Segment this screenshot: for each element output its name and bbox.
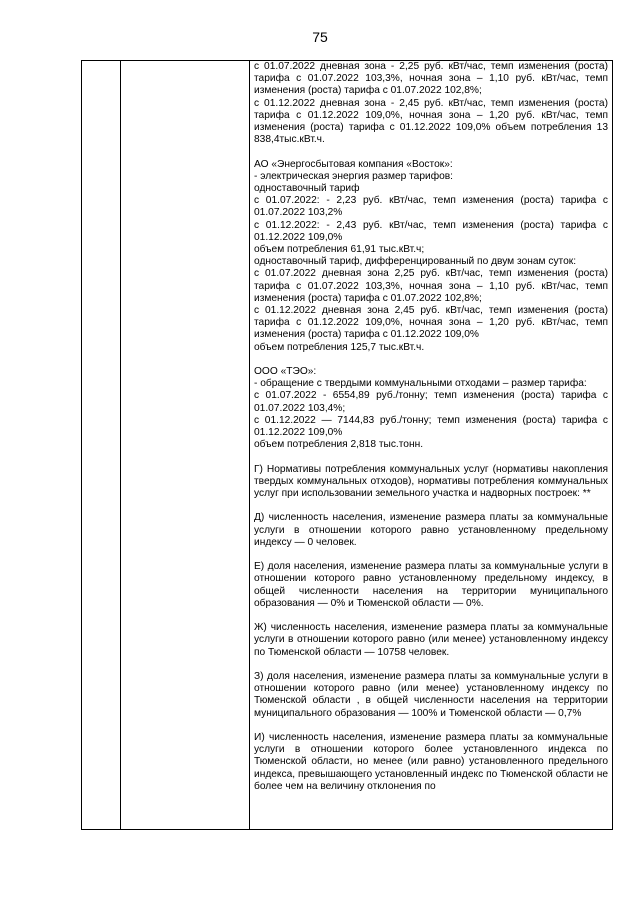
paragraph: объем потребления 125,7 тыс.кВт.ч. (254, 341, 425, 353)
paragraph-spacer (254, 549, 608, 561)
paragraph: - обращение с твердыми коммунальными отходами – размер тарифа: (254, 378, 587, 390)
paragraph: с 01.07.2022 дневная зона 2,25 руб. кВт/час, темп изменения (роста) тарифа с 01.07.2022 103,3%, ночная зона – 1,10 руб. кВт/час, темп изменения (роста) тарифа с 01.07.2022 102,8%; (254, 268, 608, 304)
table-column-divider (249, 61, 250, 829)
paragraph-spacer (254, 451, 608, 463)
paragraph: Ж) численность населения, изменение размера платы за коммунальные услуги в отношении которого равно (или менее) установленному индексу по Тюменской области — 10758 человек. (254, 622, 608, 658)
paragraph: ООО «ТЭО»: (254, 366, 317, 378)
paragraph-spacer (254, 610, 608, 622)
paragraph: Д) численность населения, изменение размера платы за коммунальные услуги в отношении которого равно установленному предельному индексу — 0 человек. (254, 512, 608, 548)
paragraph: с 01.07.2022 дневная зона - 2,25 руб. кВт/час, темп изменения (роста) тарифа с 01.07.2022 103,3%, ночная зона – 1,10 руб. кВт/час, темп изменения (роста) тарифа с 01.07.2022 102,8%; (254, 61, 608, 97)
paragraph: с 01.07.2022 - 6554,89 руб./тонну; темп изменения (роста) тарифа с 01.07.2022 103,4%; (254, 390, 608, 414)
paragraph: объем потребления 2,818 тыс.тонн. (254, 439, 424, 451)
paragraph: одноставочный тариф, дифференцированный по двум зонам суток: (254, 256, 577, 268)
paragraph: И) численность населения, изменение размера платы за коммунальные услуги в отношении которого более установленного индекса по Тюменской области, но менее (или равно) установленного предельного индекса, превышающего установленный индекс по Тюменской области не более чем на величину отклонения по (254, 732, 608, 792)
paragraph: с 01.12.2022 — 7144,83 руб./тонну; темп изменения (роста) тарифа с 01.12.2022 109,0% (254, 414, 608, 439)
paragraph: с 01.12.2022 дневная зона 2,45 руб. кВт/час, темп изменения (роста) тарифа с 01.12.2022 109,0%, ночная зона – 1,20 руб. кВт/час, темп изменения (роста) тарифа с 01.12.2022 109,0% (254, 305, 608, 341)
paragraph: АО «Энергосбытовая компания «Восток»: (254, 158, 453, 170)
paragraph-spacer (254, 720, 608, 732)
paragraph: Е) доля населения, изменение размера платы за коммунальные услуги в отношении которого равно установленному предельному индексу, в общей численности населения на территории муниципального образования — 0% и Тюменской области — 0%. (254, 561, 608, 609)
paragraph-spacer (254, 500, 608, 512)
table-column-divider (120, 61, 121, 829)
paragraph-spacer (254, 354, 608, 366)
paragraph: одноставочный тариф (254, 183, 360, 195)
page-number: 75 (312, 29, 328, 45)
paragraph-spacer (254, 146, 608, 158)
paragraph: с 01.12.2022 дневная зона - 2,45 руб. кВт/час, темп изменения (роста) тарифа с 01.12.2022 109,0%, ночная зона – 1,20 руб. кВт/час, темп изменения (роста) тарифа с 01.12.2022 109,0% объем потребления 13 838,4тыс.кВт.ч. (254, 97, 608, 146)
table-cell-content (254, 61, 608, 793)
paragraph: - электрическая энергия размер тарифов: (254, 170, 453, 182)
paragraph-spacer (254, 659, 608, 671)
paragraph: объем потребления 61,91 тыс.кВт.ч; (254, 244, 425, 256)
document-table (81, 60, 613, 830)
paragraph: с 01.12.2022: - 2,43 руб. кВт/час, темп изменения (роста) тарифа с 01.12.2022 109,0% (254, 219, 608, 243)
paragraph: Г) Нормативы потребления коммунальных услуг (нормативы накопления твердых коммунальных отходов), нормативы потребления коммунальных услуг при использовании земельного участка и надворных построек: ** (254, 463, 608, 500)
paragraph: З) доля населения, изменение размера платы за коммунальные услуги в отношении которого равно (или менее) установленному индексу по Тюменской области , в общей численности населения на территории муниципального образования — 100% и Тюменской области — 0,7% (254, 671, 608, 719)
paragraph: с 01.07.2022: - 2,23 руб. кВт/час, темп изменения (роста) тарифа с 01.07.2022 103,2% (254, 195, 608, 219)
